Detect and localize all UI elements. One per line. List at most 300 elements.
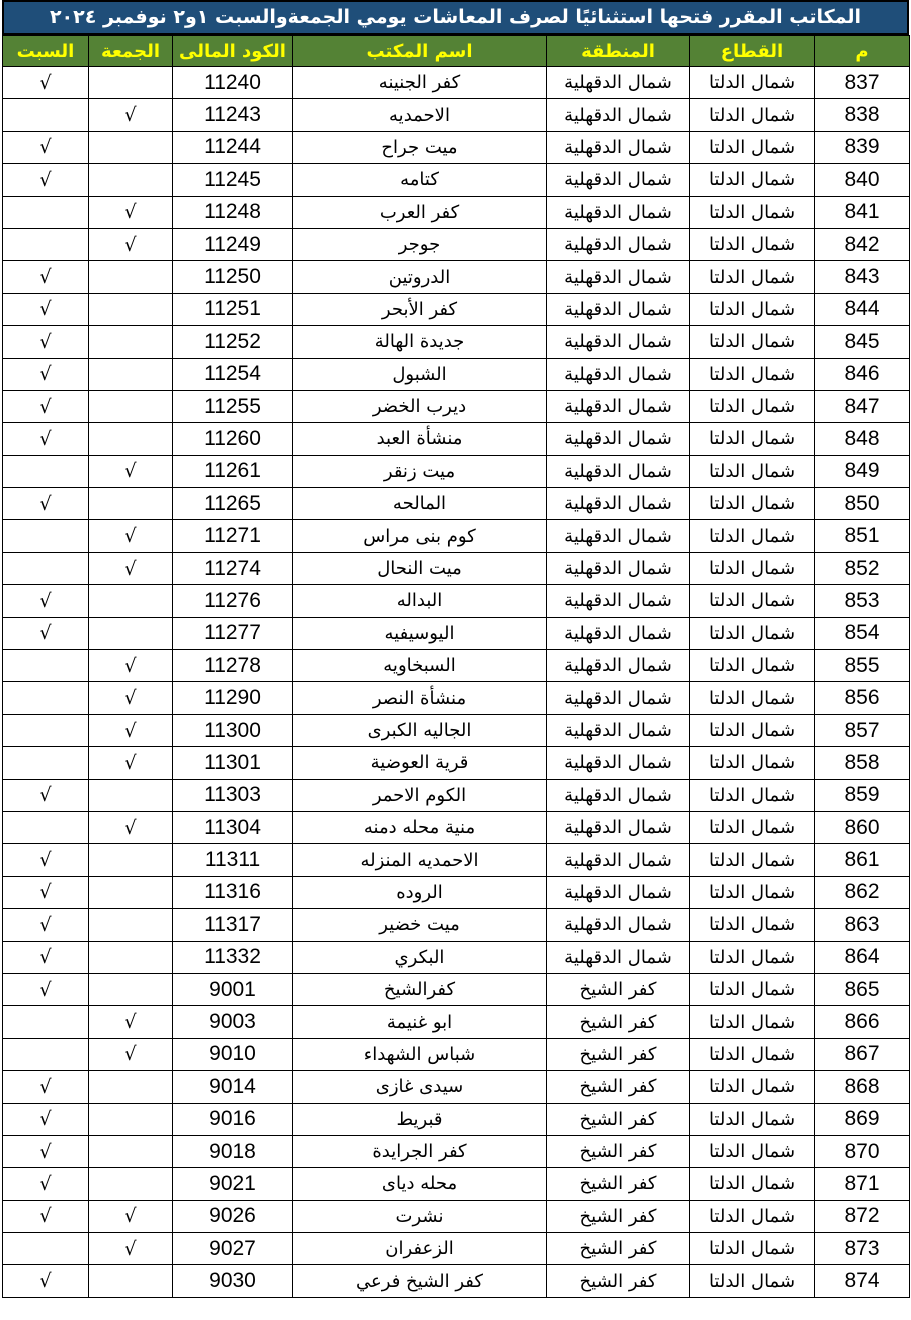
serial-cell: 858 bbox=[815, 747, 910, 779]
sector-cell: شمال الدلتا bbox=[690, 488, 815, 520]
saturday-cell: √ bbox=[3, 164, 89, 196]
friday-cell: √ bbox=[89, 520, 173, 552]
serial-cell: 854 bbox=[815, 617, 910, 649]
saturday-cell bbox=[3, 714, 89, 746]
table-row bbox=[3, 1200, 910, 1232]
office-name-cell: الجاليه الكبرى bbox=[293, 714, 547, 746]
financial-code-cell: 11278 bbox=[173, 650, 293, 682]
serial-cell: 853 bbox=[815, 585, 910, 617]
serial-cell: 864 bbox=[815, 941, 910, 973]
saturday-cell: √ bbox=[3, 1071, 89, 1103]
region-cell: كفر الشيخ bbox=[547, 1038, 690, 1070]
region-cell: شمال الدقهلية bbox=[547, 909, 690, 941]
serial-cell: 840 bbox=[815, 164, 910, 196]
serial-cell: 862 bbox=[815, 876, 910, 908]
financial-code-cell: 11255 bbox=[173, 390, 293, 422]
saturday-cell: √ bbox=[3, 358, 89, 390]
saturday-cell bbox=[3, 552, 89, 584]
office-name-cell: كفر الأبحر bbox=[293, 293, 547, 325]
table-row bbox=[3, 131, 910, 163]
table-row bbox=[3, 390, 910, 422]
friday-cell bbox=[89, 1135, 173, 1167]
table-row bbox=[3, 1168, 910, 1200]
friday-cell bbox=[89, 326, 173, 358]
saturday-cell: √ bbox=[3, 131, 89, 163]
financial-code-cell: 11261 bbox=[173, 455, 293, 487]
financial-code-cell: 11252 bbox=[173, 326, 293, 358]
financial-code-cell: 11311 bbox=[173, 844, 293, 876]
friday-cell bbox=[89, 1103, 173, 1135]
friday-cell bbox=[89, 131, 173, 163]
friday-cell: √ bbox=[89, 1006, 173, 1038]
saturday-cell: √ bbox=[3, 617, 89, 649]
office-name-cell: جوجر bbox=[293, 228, 547, 260]
serial-cell: 848 bbox=[815, 423, 910, 455]
table-row bbox=[3, 164, 910, 196]
serial-cell: 860 bbox=[815, 811, 910, 843]
sector-cell: شمال الدلتا bbox=[690, 1135, 815, 1167]
region-cell: شمال الدقهلية bbox=[547, 876, 690, 908]
office-name-cell: محله دياى bbox=[293, 1168, 547, 1200]
table-row bbox=[3, 1135, 910, 1167]
financial-code-cell: 11332 bbox=[173, 941, 293, 973]
saturday-cell bbox=[3, 650, 89, 682]
saturday-cell bbox=[3, 1006, 89, 1038]
serial-cell: 856 bbox=[815, 682, 910, 714]
table-row bbox=[3, 520, 910, 552]
office-name-cell: ديرب الخضر bbox=[293, 390, 547, 422]
region-cell: شمال الدقهلية bbox=[547, 844, 690, 876]
friday-cell: √ bbox=[89, 455, 173, 487]
sector-cell: شمال الدلتا bbox=[690, 811, 815, 843]
region-cell: شمال الدقهلية bbox=[547, 293, 690, 325]
offices-table bbox=[2, 35, 910, 1298]
office-name-cell: منية محله دمنه bbox=[293, 811, 547, 843]
financial-code-cell: 9003 bbox=[173, 1006, 293, 1038]
financial-code-cell: 11271 bbox=[173, 520, 293, 552]
serial-cell: 857 bbox=[815, 714, 910, 746]
table-row bbox=[3, 650, 910, 682]
region-cell: شمال الدقهلية bbox=[547, 131, 690, 163]
friday-cell bbox=[89, 390, 173, 422]
office-name-cell: الكوم الاحمر bbox=[293, 779, 547, 811]
sector-cell: شمال الدلتا bbox=[690, 520, 815, 552]
financial-code-cell: 9030 bbox=[173, 1265, 293, 1297]
table-row bbox=[3, 488, 910, 520]
region-cell: شمال الدقهلية bbox=[547, 941, 690, 973]
serial-cell: 865 bbox=[815, 973, 910, 1005]
region-cell: شمال الدقهلية bbox=[547, 196, 690, 228]
region-cell: شمال الدقهلية bbox=[547, 358, 690, 390]
office-name-cell: كفر الجنينه bbox=[293, 67, 547, 99]
header-region: المنطقة bbox=[547, 36, 690, 67]
region-cell: شمال الدقهلية bbox=[547, 326, 690, 358]
saturday-cell: √ bbox=[3, 779, 89, 811]
saturday-cell: √ bbox=[3, 326, 89, 358]
office-name-cell: كفر العرب bbox=[293, 196, 547, 228]
header-saturday: السبت bbox=[3, 36, 89, 67]
financial-code-cell: 11300 bbox=[173, 714, 293, 746]
table-row bbox=[3, 779, 910, 811]
serial-cell: 838 bbox=[815, 99, 910, 131]
serial-cell: 867 bbox=[815, 1038, 910, 1070]
saturday-cell bbox=[3, 747, 89, 779]
friday-cell: √ bbox=[89, 1233, 173, 1265]
sector-cell: شمال الدلتا bbox=[690, 617, 815, 649]
serial-cell: 846 bbox=[815, 358, 910, 390]
table-row bbox=[3, 1038, 910, 1070]
table-row bbox=[3, 261, 910, 293]
friday-cell: √ bbox=[89, 714, 173, 746]
financial-code-cell: 11274 bbox=[173, 552, 293, 584]
friday-cell bbox=[89, 844, 173, 876]
financial-code-cell: 9001 bbox=[173, 973, 293, 1005]
friday-cell bbox=[89, 488, 173, 520]
friday-cell bbox=[89, 423, 173, 455]
region-cell: شمال الدقهلية bbox=[547, 585, 690, 617]
saturday-cell bbox=[3, 1233, 89, 1265]
table-row bbox=[3, 1103, 910, 1135]
office-name-cell: الزعفران bbox=[293, 1233, 547, 1265]
region-cell: شمال الدقهلية bbox=[547, 714, 690, 746]
friday-cell: √ bbox=[89, 682, 173, 714]
office-name-cell: البكري bbox=[293, 941, 547, 973]
serial-cell: 871 bbox=[815, 1168, 910, 1200]
financial-code-cell: 11303 bbox=[173, 779, 293, 811]
table-row bbox=[3, 326, 910, 358]
saturday-cell: √ bbox=[3, 941, 89, 973]
office-name-cell: اليوسيفيه bbox=[293, 617, 547, 649]
office-name-cell: قرية العوضية bbox=[293, 747, 547, 779]
financial-code-cell: 11251 bbox=[173, 293, 293, 325]
financial-code-cell: 11316 bbox=[173, 876, 293, 908]
table-row bbox=[3, 358, 910, 390]
table-row bbox=[3, 973, 910, 1005]
sector-cell: شمال الدلتا bbox=[690, 455, 815, 487]
region-cell: شمال الدقهلية bbox=[547, 390, 690, 422]
saturday-cell: √ bbox=[3, 909, 89, 941]
sector-cell: شمال الدلتا bbox=[690, 423, 815, 455]
serial-cell: 852 bbox=[815, 552, 910, 584]
table-row bbox=[3, 585, 910, 617]
sector-cell: شمال الدلتا bbox=[690, 1168, 815, 1200]
serial-cell: 861 bbox=[815, 844, 910, 876]
region-cell: شمال الدقهلية bbox=[547, 488, 690, 520]
office-name-cell: شباس الشهداء bbox=[293, 1038, 547, 1070]
serial-cell: 872 bbox=[815, 1200, 910, 1232]
saturday-cell: √ bbox=[3, 67, 89, 99]
friday-cell bbox=[89, 1071, 173, 1103]
serial-cell: 866 bbox=[815, 1006, 910, 1038]
header-financial-code: الكود المالى bbox=[173, 36, 293, 67]
office-name-cell: كفرالشيخ bbox=[293, 973, 547, 1005]
table-row bbox=[3, 1071, 910, 1103]
office-name-cell: كفر الجرايدة bbox=[293, 1135, 547, 1167]
office-name-cell: منشأة النصر bbox=[293, 682, 547, 714]
friday-cell bbox=[89, 973, 173, 1005]
friday-cell: √ bbox=[89, 1038, 173, 1070]
table-row bbox=[3, 1265, 910, 1297]
sector-cell: شمال الدلتا bbox=[690, 714, 815, 746]
serial-cell: 859 bbox=[815, 779, 910, 811]
serial-cell: 851 bbox=[815, 520, 910, 552]
financial-code-cell: 11240 bbox=[173, 67, 293, 99]
saturday-cell: √ bbox=[3, 423, 89, 455]
office-name-cell: الدروتين bbox=[293, 261, 547, 293]
office-name-cell: الروده bbox=[293, 876, 547, 908]
region-cell: شمال الدقهلية bbox=[547, 552, 690, 584]
sector-cell: شمال الدلتا bbox=[690, 1265, 815, 1297]
office-name-cell: منشأة العبد bbox=[293, 423, 547, 455]
region-cell: شمال الدقهلية bbox=[547, 520, 690, 552]
friday-cell bbox=[89, 358, 173, 390]
serial-cell: 863 bbox=[815, 909, 910, 941]
header-friday: الجمعة bbox=[89, 36, 173, 67]
region-cell: شمال الدقهلية bbox=[547, 228, 690, 260]
saturday-cell bbox=[3, 1038, 89, 1070]
sector-cell: شمال الدلتا bbox=[690, 1006, 815, 1038]
office-name-cell: كفر الشيخ فرعي bbox=[293, 1265, 547, 1297]
region-cell: كفر الشيخ bbox=[547, 1103, 690, 1135]
region-cell: كفر الشيخ bbox=[547, 1200, 690, 1232]
table-row bbox=[3, 455, 910, 487]
saturday-cell: √ bbox=[3, 585, 89, 617]
friday-cell bbox=[89, 617, 173, 649]
serial-cell: 849 bbox=[815, 455, 910, 487]
serial-cell: 845 bbox=[815, 326, 910, 358]
header-serial: م bbox=[815, 36, 910, 67]
friday-cell bbox=[89, 779, 173, 811]
friday-cell bbox=[89, 585, 173, 617]
financial-code-cell: 11260 bbox=[173, 423, 293, 455]
saturday-cell bbox=[3, 682, 89, 714]
office-name-cell: المالحه bbox=[293, 488, 547, 520]
saturday-cell: √ bbox=[3, 1135, 89, 1167]
serial-cell: 842 bbox=[815, 228, 910, 260]
friday-cell bbox=[89, 261, 173, 293]
serial-cell: 869 bbox=[815, 1103, 910, 1135]
friday-cell: √ bbox=[89, 747, 173, 779]
region-cell: شمال الدقهلية bbox=[547, 811, 690, 843]
sector-cell: شمال الدلتا bbox=[690, 1200, 815, 1232]
spreadsheet bbox=[2, 0, 909, 1298]
financial-code-cell: 11276 bbox=[173, 585, 293, 617]
office-name-cell: ميت خضير bbox=[293, 909, 547, 941]
serial-cell: 837 bbox=[815, 67, 910, 99]
saturday-cell bbox=[3, 228, 89, 260]
table-row bbox=[3, 811, 910, 843]
sector-cell: شمال الدلتا bbox=[690, 67, 815, 99]
table-row bbox=[3, 1233, 910, 1265]
serial-cell: 870 bbox=[815, 1135, 910, 1167]
saturday-cell: √ bbox=[3, 876, 89, 908]
office-name-cell: ميت جراح bbox=[293, 131, 547, 163]
region-cell: كفر الشيخ bbox=[547, 1168, 690, 1200]
table-row bbox=[3, 714, 910, 746]
serial-cell: 874 bbox=[815, 1265, 910, 1297]
sector-cell: شمال الدلتا bbox=[690, 1038, 815, 1070]
header-row bbox=[3, 36, 910, 67]
table-row bbox=[3, 617, 910, 649]
financial-code-cell: 11317 bbox=[173, 909, 293, 941]
friday-cell: √ bbox=[89, 99, 173, 131]
serial-cell: 843 bbox=[815, 261, 910, 293]
sector-cell: شمال الدلتا bbox=[690, 876, 815, 908]
financial-code-cell: 9018 bbox=[173, 1135, 293, 1167]
office-name-cell: كتامه bbox=[293, 164, 547, 196]
financial-code-cell: 11245 bbox=[173, 164, 293, 196]
friday-cell bbox=[89, 941, 173, 973]
office-name-cell: نشرت bbox=[293, 1200, 547, 1232]
friday-cell bbox=[89, 909, 173, 941]
office-name-cell: جديدة الهالة bbox=[293, 326, 547, 358]
sector-cell: شمال الدلتا bbox=[690, 1103, 815, 1135]
sector-cell: شمال الدلتا bbox=[690, 261, 815, 293]
sector-cell: شمال الدلتا bbox=[690, 552, 815, 584]
sector-cell: شمال الدلتا bbox=[690, 293, 815, 325]
table-row bbox=[3, 196, 910, 228]
office-name-cell: ميت النحال bbox=[293, 552, 547, 584]
friday-cell bbox=[89, 164, 173, 196]
region-cell: كفر الشيخ bbox=[547, 1071, 690, 1103]
financial-code-cell: 11290 bbox=[173, 682, 293, 714]
office-name-cell: كوم بنى مراس bbox=[293, 520, 547, 552]
financial-code-cell: 9014 bbox=[173, 1071, 293, 1103]
financial-code-cell: 11249 bbox=[173, 228, 293, 260]
table-row bbox=[3, 876, 910, 908]
sector-cell: شمال الدلتا bbox=[690, 1071, 815, 1103]
sector-cell: شمال الدلتا bbox=[690, 682, 815, 714]
serial-cell: 868 bbox=[815, 1071, 910, 1103]
table-row bbox=[3, 293, 910, 325]
header-office-name: اسم المكتب bbox=[293, 36, 547, 67]
financial-code-cell: 11248 bbox=[173, 196, 293, 228]
saturday-cell: √ bbox=[3, 390, 89, 422]
sector-cell: شمال الدلتا bbox=[690, 909, 815, 941]
region-cell: شمال الدقهلية bbox=[547, 67, 690, 99]
friday-cell bbox=[89, 1168, 173, 1200]
friday-cell bbox=[89, 1265, 173, 1297]
sector-cell: شمال الدلتا bbox=[690, 358, 815, 390]
saturday-cell bbox=[3, 196, 89, 228]
serial-cell: 850 bbox=[815, 488, 910, 520]
office-name-cell: البداله bbox=[293, 585, 547, 617]
region-cell: شمال الدقهلية bbox=[547, 747, 690, 779]
financial-code-cell: 11250 bbox=[173, 261, 293, 293]
table-row bbox=[3, 747, 910, 779]
financial-code-cell: 11301 bbox=[173, 747, 293, 779]
serial-cell: 844 bbox=[815, 293, 910, 325]
region-cell: شمال الدقهلية bbox=[547, 779, 690, 811]
financial-code-cell: 9016 bbox=[173, 1103, 293, 1135]
region-cell: كفر الشيخ bbox=[547, 973, 690, 1005]
financial-code-cell: 9027 bbox=[173, 1233, 293, 1265]
financial-code-cell: 11243 bbox=[173, 99, 293, 131]
serial-cell: 841 bbox=[815, 196, 910, 228]
saturday-cell: √ bbox=[3, 973, 89, 1005]
sector-cell: شمال الدلتا bbox=[690, 1233, 815, 1265]
office-name-cell: سيدى غازى bbox=[293, 1071, 547, 1103]
header-sector: القطاع bbox=[690, 36, 815, 67]
table-row bbox=[3, 682, 910, 714]
sector-cell: شمال الدلتا bbox=[690, 779, 815, 811]
serial-cell: 873 bbox=[815, 1233, 910, 1265]
friday-cell bbox=[89, 293, 173, 325]
sector-cell: شمال الدلتا bbox=[690, 164, 815, 196]
region-cell: كفر الشيخ bbox=[547, 1265, 690, 1297]
office-name-cell: ابو غنيمة bbox=[293, 1006, 547, 1038]
office-name-cell: الاحمديه bbox=[293, 99, 547, 131]
sheet-title: المكاتب المقرر فتحها استثنائيًا لصرف المعاشات يومي الجمعةوالسبت ١و٢ نوفمبر ٢٠٢٤ bbox=[2, 0, 909, 35]
region-cell: شمال الدقهلية bbox=[547, 99, 690, 131]
office-name-cell: ميت زنقر bbox=[293, 455, 547, 487]
sector-cell: شمال الدلتا bbox=[690, 326, 815, 358]
sector-cell: شمال الدلتا bbox=[690, 585, 815, 617]
table-row bbox=[3, 228, 910, 260]
office-name-cell: قبريط bbox=[293, 1103, 547, 1135]
table-row bbox=[3, 67, 910, 99]
saturday-cell: √ bbox=[3, 293, 89, 325]
saturday-cell bbox=[3, 99, 89, 131]
sector-cell: شمال الدلتا bbox=[690, 650, 815, 682]
financial-code-cell: 11277 bbox=[173, 617, 293, 649]
friday-cell: √ bbox=[89, 228, 173, 260]
region-cell: شمال الدقهلية bbox=[547, 261, 690, 293]
saturday-cell bbox=[3, 520, 89, 552]
saturday-cell bbox=[3, 455, 89, 487]
saturday-cell: √ bbox=[3, 488, 89, 520]
region-cell: شمال الدقهلية bbox=[547, 682, 690, 714]
saturday-cell: √ bbox=[3, 1200, 89, 1232]
financial-code-cell: 9021 bbox=[173, 1168, 293, 1200]
sector-cell: شمال الدلتا bbox=[690, 747, 815, 779]
financial-code-cell: 9026 bbox=[173, 1200, 293, 1232]
office-name-cell: الشبول bbox=[293, 358, 547, 390]
sector-cell: شمال الدلتا bbox=[690, 196, 815, 228]
saturday-cell: √ bbox=[3, 1168, 89, 1200]
serial-cell: 855 bbox=[815, 650, 910, 682]
sector-cell: شمال الدلتا bbox=[690, 941, 815, 973]
table-row bbox=[3, 99, 910, 131]
financial-code-cell: 11254 bbox=[173, 358, 293, 390]
financial-code-cell: 11244 bbox=[173, 131, 293, 163]
serial-cell: 847 bbox=[815, 390, 910, 422]
friday-cell: √ bbox=[89, 650, 173, 682]
sector-cell: شمال الدلتا bbox=[690, 973, 815, 1005]
saturday-cell bbox=[3, 811, 89, 843]
friday-cell: √ bbox=[89, 811, 173, 843]
region-cell: شمال الدقهلية bbox=[547, 455, 690, 487]
sector-cell: شمال الدلتا bbox=[690, 99, 815, 131]
sector-cell: شمال الدلتا bbox=[690, 131, 815, 163]
friday-cell: √ bbox=[89, 1200, 173, 1232]
table-row bbox=[3, 909, 910, 941]
saturday-cell: √ bbox=[3, 844, 89, 876]
friday-cell: √ bbox=[89, 196, 173, 228]
sector-cell: شمال الدلتا bbox=[690, 228, 815, 260]
saturday-cell: √ bbox=[3, 261, 89, 293]
table-row bbox=[3, 1006, 910, 1038]
friday-cell: √ bbox=[89, 552, 173, 584]
financial-code-cell: 9010 bbox=[173, 1038, 293, 1070]
region-cell: شمال الدقهلية bbox=[547, 164, 690, 196]
friday-cell bbox=[89, 67, 173, 99]
financial-code-cell: 11304 bbox=[173, 811, 293, 843]
saturday-cell: √ bbox=[3, 1265, 89, 1297]
financial-code-cell: 11265 bbox=[173, 488, 293, 520]
sector-cell: شمال الدلتا bbox=[690, 844, 815, 876]
region-cell: كفر الشيخ bbox=[547, 1233, 690, 1265]
